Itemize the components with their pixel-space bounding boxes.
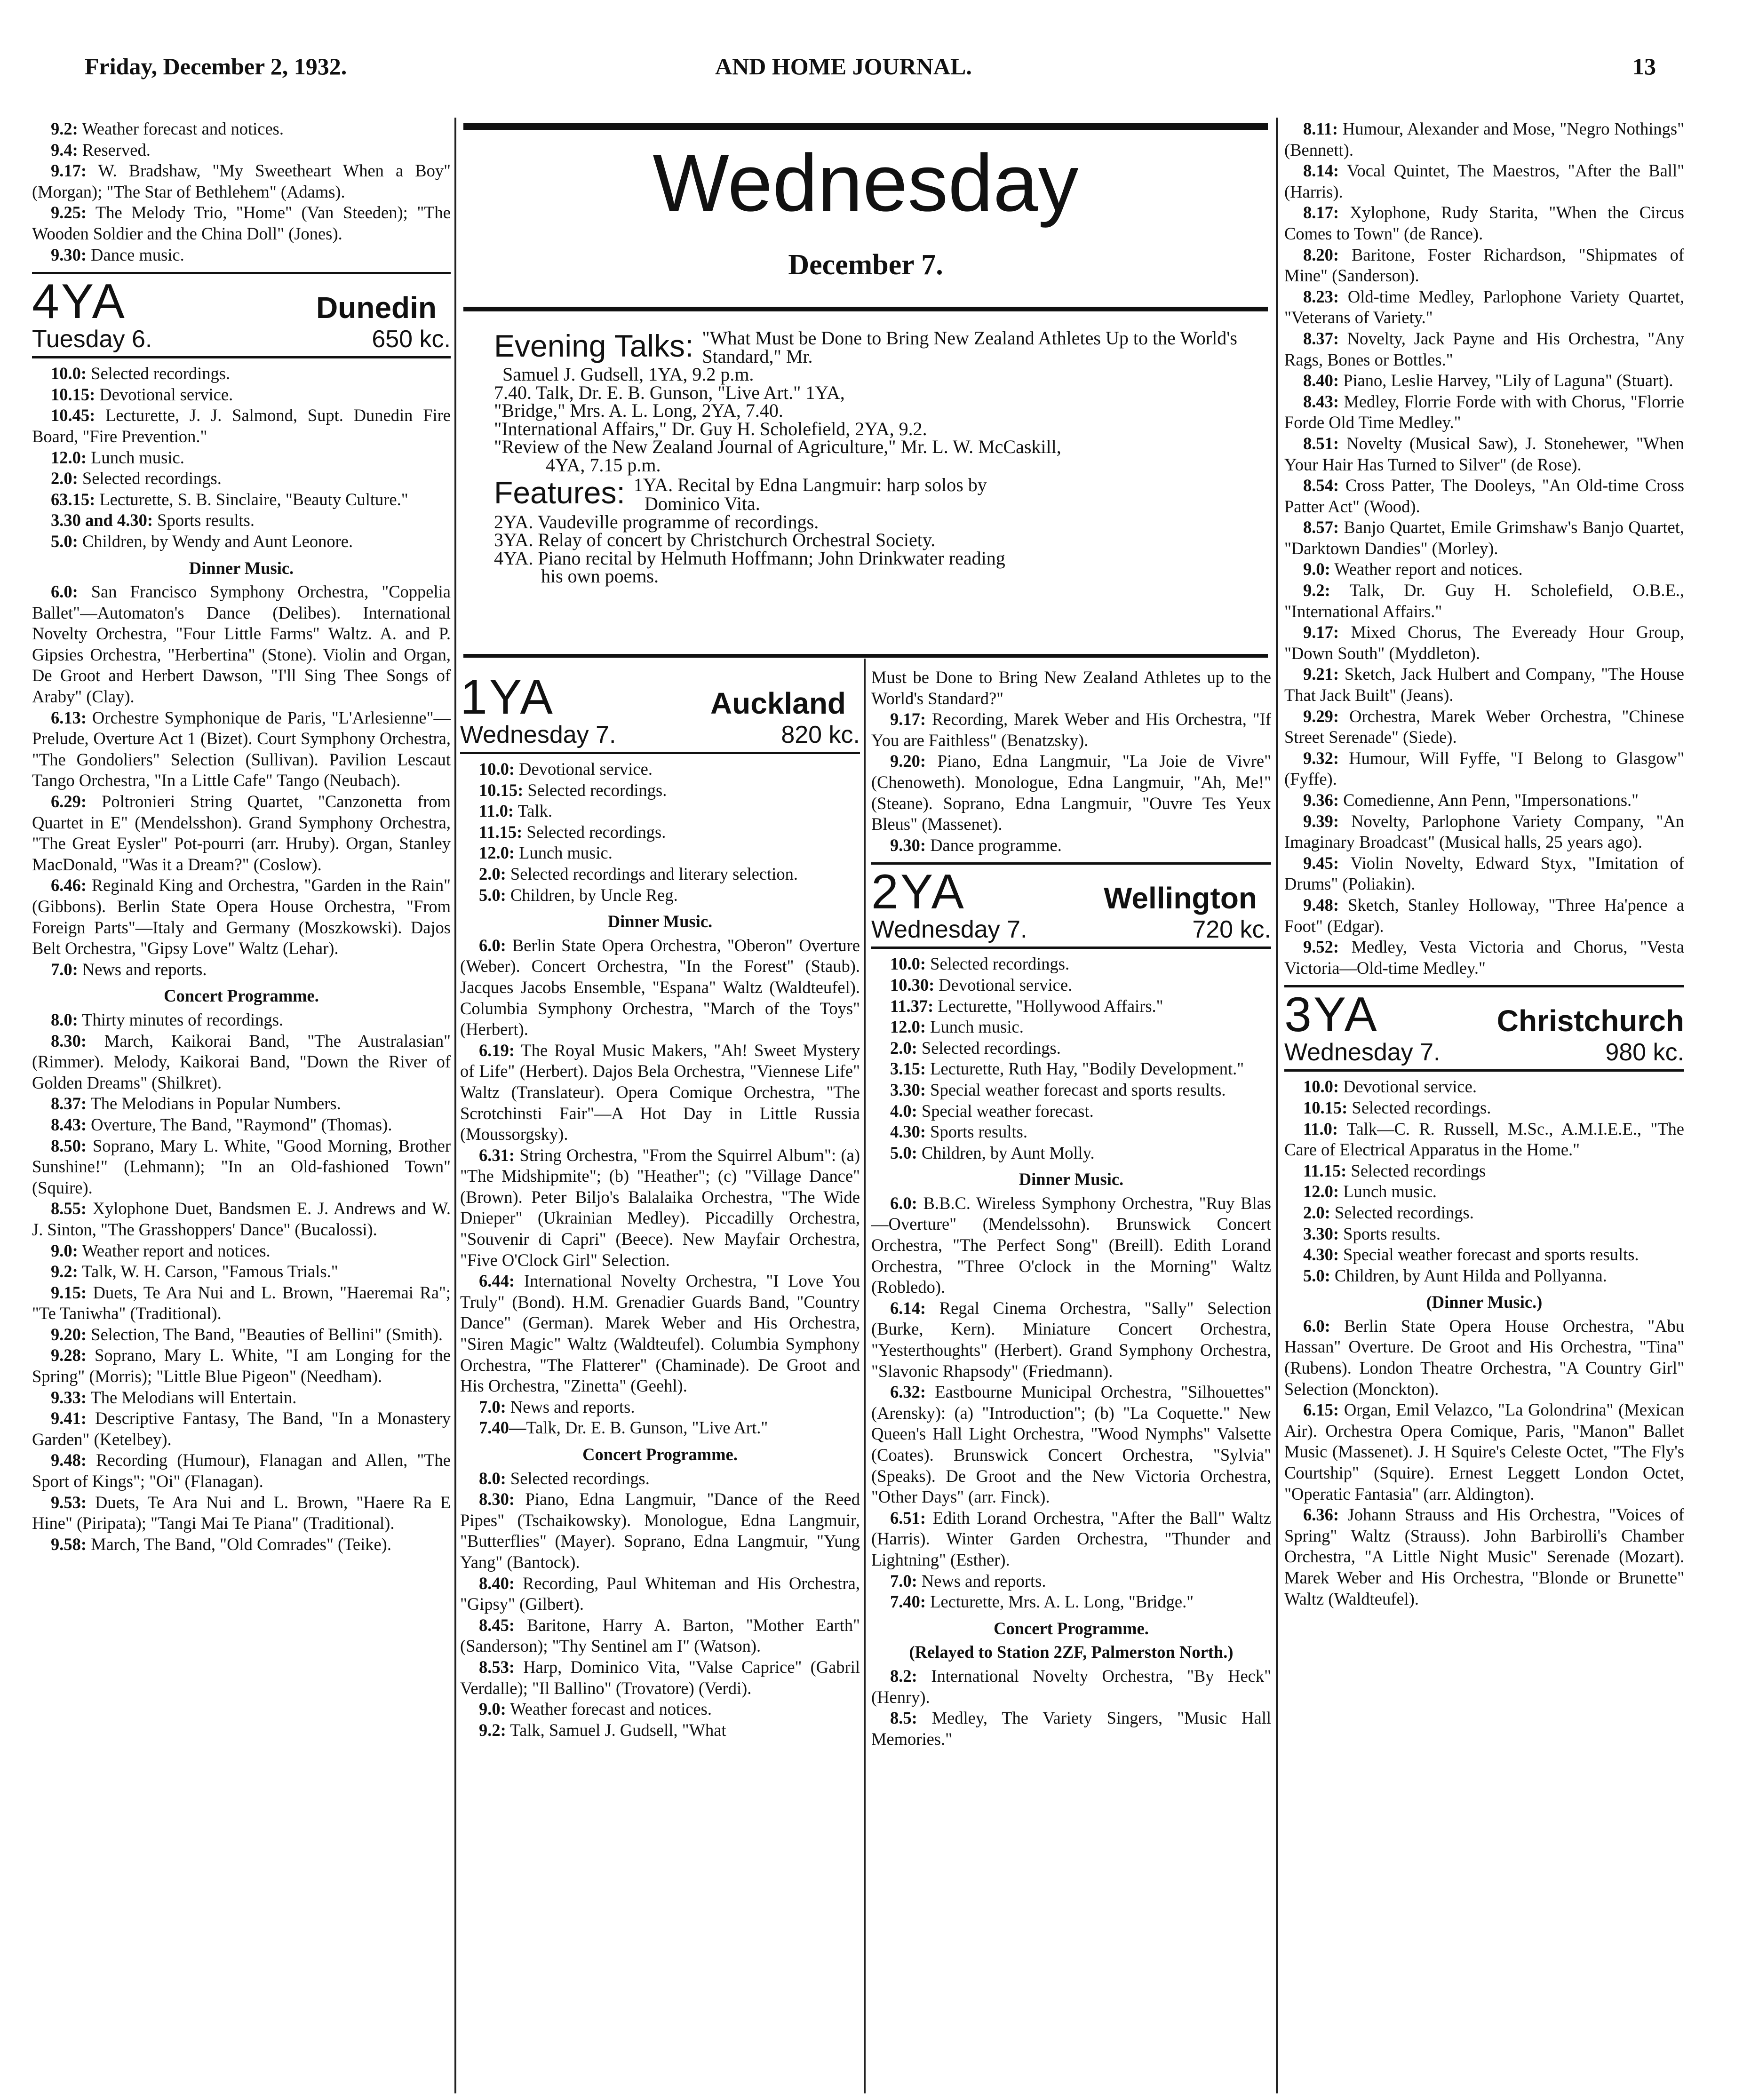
evening-talk-line: 4YA, 7.15 p.m. [546,454,661,476]
listing-item: 12.0: Lunch music. [51,447,184,467]
listing-time: 5.0: [890,1143,917,1162]
listing-item: 8.23: Old-time Medley, Parlophone Variety Quartet, "Veterans of Variety." [1284,286,1684,327]
listing-item: 10.0: Selected recordings. [51,364,231,383]
listing-item: 2.0: Selected recordings. [1303,1202,1474,1222]
section-heading-dinner-music: (Dinner Music.) [1426,1292,1543,1312]
listing-time: 2.0: [1303,1202,1330,1222]
listing-item: 11.15: Selected recordings [1303,1161,1486,1180]
listing-item: 9.17: Recording, Marek Weber and His Orchestra, "If You are Faithless" (Benatzsky). [871,709,1271,750]
listing-time: 9.33: [51,1387,87,1407]
listing-time: 12.0: [1303,1182,1339,1201]
listing-time: 9.21: [1303,664,1339,684]
listing-time: 9.0: [479,1699,506,1719]
listing-item: 9.20: Piano, Edna Langmuir, "La Joie de Vivre" (Chenoweth). Monologue, Edna Langmuir, "Ah, Me!" (Steane). Soprano, Edna Langmuir, "Ouvre Tes Yeux Bleus" (Massenet). [871,751,1271,834]
column-3 [871,667,1271,1750]
section-heading-concert-programme: Concert Programme. [994,1618,1149,1638]
listing-time: 63.15: [51,489,96,509]
column-rule-2 [1276,118,1278,2093]
listing-item: 8.5: Medley, The Variety Singers, "Music Hall Memories." [871,1708,1271,1749]
listing-item: 3.15: Lecturette, Ruth Hay, "Bodily Development." [890,1059,1244,1079]
listing-item: 6.31: String Orchestra, "From the Squirrel Album": (a) "The Midshipmite"; (b) "Heather"; (c) "Village Dance" (Brown). Peter Biljo's Balalaika Orchestra, "The Wide Dnieper" (Ukrainian Medley). Piccadilly Orchestra, "Souvenir di Capri" (Beece). New Mayfair Orchestra, "Five O'Clock Girl" Selection. [460,1145,860,1270]
listing-time: 9.0: [51,1241,78,1260]
listing-item: 8.0: Thirty minutes of recordings. [51,1010,284,1029]
listing-item: 8.40: Recording, Paul Whiteman and His Orchestra, "Gipsy" (Gilbert). [460,1573,860,1614]
listing-item: 8.17: Xylophone, Rudy Starita, "When the Circus Comes to Town" (de Rance). [1284,203,1684,243]
listing-time: 6.32: [890,1382,926,1402]
features-label: Features: [494,475,625,510]
station-city: Dunedin [316,291,437,325]
listing-time: 9.29: [1303,706,1339,726]
section-heading-dinner-music: Dinner Music. [189,558,294,578]
listing-time: 7.40— [479,1418,526,1438]
listing-time: 9.25: [51,203,87,223]
listing-time: 8.20: [1303,245,1339,264]
listing-time: 9.45: [1303,853,1339,873]
listing-item: 9.58: March, The Band, "Old Comrades" (Teike). [51,1534,391,1554]
listing-item: Must be Done to Bring New Zealand Athletes up to the World's Standard?" [871,668,1271,708]
listing-time: 6.0: [479,935,506,955]
listing-time: 9.53: [51,1492,87,1512]
listing-item: 8.43: Overture, The Band, "Raymond" (Thomas). [51,1114,392,1134]
listing-time: 8.30: [479,1489,515,1509]
listing-time: 8.37: [51,1094,87,1114]
listing-item: 8.51: Novelty (Musical Saw), J. Stonehewer, "When Your Hair Has Turned to Silver" (de Rose). [1284,433,1684,474]
listing-time: 9.17: [1303,622,1339,642]
listing-time: 8.50: [51,1136,87,1155]
listing-time: 9.52: [1303,937,1339,957]
listing-item: 10.30: Devotional service. [890,975,1073,994]
column-rule-1 [454,118,456,2093]
feature-line: 4YA. Piano recital by Helmuth Hoffmann; John Drinkwater reading [494,547,1005,569]
column-4 [1284,119,1684,1609]
section-heading-dinner-music: Dinner Music. [1019,1169,1124,1189]
station-city: Christchurch [1496,1004,1684,1038]
column-rule-3 [864,659,866,2093]
listing-time: 5.0: [51,531,78,551]
listing-item: 9.15: Duets, Te Ara Nui and L. Brown, "Haeremai Ra"; "Te Taniwha" (Traditional). [32,1282,451,1323]
header-page-number: 13 [1632,53,1656,80]
listing-item: 9.28: Soprano, Mary L. White, "I am Longing for the Spring" (Morris); "Little Blue Pigeon" (Needham). [32,1345,451,1386]
listing-item: 6.29: Poltronieri String Quartet, "Canzonetta from Quartet in E" (Mendelsshon). Grand Symphony Orchestra, "The Great Eysler" Pot-pourri (arr. Hruby). Organ, Stanley MacDonald, "Was it a Dream?" (Coslow). [32,792,451,874]
listing-time: 6.0: [890,1193,917,1213]
listing-time: 5.0: [479,885,506,905]
listing-item: 2.0: Selected recordings and literary selection. [479,864,798,883]
listing-time: 6.29: [51,792,87,811]
listing-time: 10.0: [890,954,926,974]
listing-time: 9.15: [51,1282,87,1302]
listing-time: 6.0: [51,582,78,602]
station-city: Wellington [1104,881,1257,915]
listing-time: 8.57: [1303,517,1339,537]
listing-item: 11.37: Lecturette, "Hollywood Affairs." [890,996,1163,1016]
listing-item: 9.33: The Melodians will Entertain. [51,1387,297,1407]
listing-time: 9.17: [890,709,926,729]
listing-time: 8.11: [1303,119,1338,138]
banner-title: Wednesday [653,138,1079,228]
listing-item: 8.50: Soprano, Mary L. White, "Good Morning, Brother Sunshine!" (Lehmann); "In an Old-fashioned Town" (Squire). [32,1136,451,1197]
listing-item: 6.15: Organ, Emil Velazco, "La Golondrina" (Mexican Air). Orchestra Opera Comique, Paris, "Manon" Ballet Music (Massenet). J. H Squire's Celeste Octet, "The Fly's Courtship" (Squire). Ernest Leggett London Octet, "Operatic Fantasia" (arr. Aldington). [1284,1400,1684,1503]
listing-time: 9.30: [51,245,87,264]
listing-item: 9.45: Violin Novelty, Edward Styx, "Imitation of Drums" (Poliakin). [1284,853,1684,894]
station-day: Wednesday 7. [460,721,616,748]
station-day: Wednesday 7. [1284,1039,1441,1066]
listing-item: 12.0: Lunch music. [1303,1182,1437,1201]
listing-item: 7.0: News and reports. [51,959,207,979]
listing-item: 9.30: Dance programme. [890,835,1062,855]
listing-time: 9.2: [51,119,78,138]
listing-time: 12.0: [479,843,515,863]
listing-item: 8.57: Banjo Quartet, Emile Grimshaw's Banjo Quartet, "Darktown Dandies" (Morley). [1284,517,1684,558]
evening-talk-line: 7.40. Talk, Dr. E. B. Gunson, "Live Art." 1YA, [494,382,845,403]
listing-time: 6.31: [479,1145,515,1165]
listing-time: 9.2: [51,1262,78,1281]
listing-time: 8.43: [51,1114,87,1134]
listing-time: 8.5: [890,1708,917,1728]
listing-time: 7.40: [890,1592,926,1612]
column-1 [32,119,451,1555]
listing-time: 8.30: [51,1031,87,1050]
evening-talks-box [494,329,1237,586]
listing-item: 8.37: The Melodians in Popular Numbers. [51,1094,341,1114]
listing-item: 9.36: Comedienne, Ann Penn, "Impersonations." [1303,790,1639,810]
listing-item: 11.0: Talk. [479,801,552,821]
listing-time: 8.17: [1303,203,1339,223]
station-frequency: 720 kc. [1192,916,1271,944]
listing-time: 9.0: [1303,559,1330,579]
listing-item: 9.30: Dance music. [51,245,184,264]
listing-item: 4.0: Special weather forecast. [890,1101,1094,1121]
listing-item: 10.0: Devotional service. [479,759,653,779]
listing-time: 2.0: [479,864,506,883]
listing-time: 9.2: [1303,581,1330,600]
listing-time: 6.44: [479,1271,515,1291]
listing-time: 8.45: [479,1615,515,1635]
listing-time: 12.0: [51,447,87,467]
listing-time: 6.46: [51,875,87,895]
listing-item: 2.0: Selected recordings. [890,1038,1061,1058]
listing-time: 8.0: [479,1468,506,1488]
listing-item: 7.0: News and reports. [479,1397,635,1416]
listing-time: 8.37: [1303,328,1339,348]
station-header-1ya [460,670,860,754]
listing-time: 9.2: [479,1720,506,1740]
banner-date: December 7. [788,249,943,281]
listing-time: 8.14: [1303,161,1339,181]
station-call-sign: 4YA [32,274,127,329]
listing-time: 9.39: [1303,811,1339,831]
listing-time: 5.0: [1303,1265,1330,1285]
listing-item: 2.0: Selected recordings. [51,469,222,488]
station-call-sign: 3YA [1284,987,1379,1042]
listing-item: 8.11: Humour, Alexander and Mose, "Negro Nothings" (Bennett). [1284,119,1684,159]
listing-item: 9.48: Sketch, Stanley Holloway, "Three Ha'pence a Foot" (Edgar). [1284,895,1684,936]
listing-item: 6.44: International Novelty Orchestra, "I Love You Truly" (Bond). H.M. Grenadier Guards Band, "Country Dance" (German). Marek Weber and His Orchestra, "Siren Magic" Waltz (Waldteufel). Columbia Symphony Orchestra, "The Flatterer" (Chaminade). De Groot and His Orchestra, "Zinetta" (Geehl). [460,1271,860,1396]
listing-item: 8.2: International Novelty Orchestra, "By Heck" (Henry). [871,1666,1271,1707]
listing-item: 10.15: Selected recordings. [479,780,667,800]
listing-item: 3.30: Special weather forecast and sports results. [890,1080,1226,1099]
station-day: Wednesday 7. [871,916,1027,944]
listing-item: 9.48: Recording (Humour), Flanagan and Allen, "The Sport of Kings"; "Oi" (Flanagan). [32,1450,451,1491]
listing-item: 8.45: Baritone, Harry A. Barton, "Mother Earth" (Sanderson); "Thy Sentinel am I" (Watson). [460,1615,860,1656]
listing-item: 8.37: Novelty, Jack Payne and His Orchestra, "Any Rags, Bones or Bottles." [1284,328,1684,369]
station-day: Tuesday 6. [32,326,152,353]
listing-item: 9.52: Medley, Vesta Victoria and Chorus, "Vesta Victoria—Old-time Medley." [1284,937,1684,978]
section-heading-concert-programme: Concert Programme. [164,986,319,1006]
listing-time: 2.0: [890,1038,917,1058]
listing-time: 8.51: [1303,433,1339,453]
features-first: 1YA. Recital by Edna Langmuir: harp solos by [633,474,987,495]
listing-item: 10.45: Lecturette, J. J. Salmond, Supt. Dunedin Fire Board, "Fire Prevention." [32,406,451,446]
listing-item: 10.0: Devotional service. [1303,1077,1477,1097]
listing-item: 7.40—Talk, Dr. E. B. Gunson, "Live Art." [479,1418,768,1438]
listing-item: 9.4: Reserved. [51,140,151,159]
listing-item: 10.0: Selected recordings. [890,954,1070,974]
listing-item: 6.0: Berlin State Opera Orchestra, "Oberon" Overture (Weber). Concert Orchestra, "In the Forest" (Staub). Jacques Jacobs Ensemble, "Espana" Waltz (Waldteufel). Columbia Symphony Orchestra, "March of the Toys" (Herbert). [460,935,860,1039]
listing-time: 3.30: [1303,1224,1339,1243]
listing-time: 6.19: [479,1040,515,1060]
listing-time: 7.0: [51,959,78,979]
station-header-2ya [871,862,1271,949]
listing-time: 10.0: [479,759,515,779]
listing-item: 11.15: Selected recordings. [479,822,666,842]
listing-item: 6.13: Orchestre Symphonique de Paris, "L'Arlesienne"—Prelude, Overture Act 1 (Bizet). Court Symphony Orchestra, "The Gondoliers" Selection (Sullivan). Pavilion Lescaut Tango Orchestra, "In a Little Cafe" Tango (Neubach). [32,708,451,790]
station-header-3ya [1284,985,1684,1072]
listing-time: 9.48: [51,1450,87,1470]
listing-time: 3.30: [890,1080,926,1099]
feature-line: 3YA. Relay of concert by Christchurch Orchestral Society. [494,529,936,550]
listing-item: 9.32: Humour, Will Fyffe, "I Belong to Glasgow" (Fyffe). [1284,748,1684,789]
listing-item: 9.25: The Melody Trio, "Home" (Van Steeden); "The Wooden Soldier and the China Doll" (Jones). [32,203,451,243]
listing-time: 11.15: [1303,1161,1347,1180]
listing-time: 9.58: [51,1534,87,1554]
station-frequency: 980 kc. [1605,1039,1684,1066]
header-paper-title: AND HOME JOURNAL. [715,53,972,80]
station-frequency: 820 kc. [781,721,860,748]
evening-talks-label: Evening Talks: [494,328,694,363]
listing-item: 6.32: Eastbourne Municipal Orchestra, "Silhouettes" (Arensky): (a) "Introduction"; (b) "La Coquette." New Queen's Hall Light Orchestra, "Wood Nymphs" Valsette (Coates). Brunswick Concert Orchestra, "Sylvia" (Speaks). De Groot and the New Victoria Orchestra, "Other Days" (arr. Finck). [871,1382,1271,1507]
listing-item: 5.0: Children, by Wendy and Aunt Leonore. [51,531,353,551]
station-header-4ya [32,272,451,358]
listing-time: 9.4: [51,140,78,159]
listing-time: 3.30 and 4.30: [51,510,153,530]
banner-top-rule [463,123,1268,130]
listing-time: 11.37: [890,996,934,1016]
talks-bottom-rule [463,654,1268,658]
evening-talk-line: Samuel J. Gudsell, 1YA, 9.2 p.m. [502,364,754,385]
listing-item: 9.29: Orchestra, Marek Weber Orchestra, "Chinese Street Serenade" (Siede). [1284,706,1684,747]
listing-time: 7.0: [890,1571,917,1591]
listing-item: 8.54: Cross Patter, The Dooleys, "An Old-time Cross Patter Act" (Wood). [1284,476,1684,516]
evening-talk-line: "Review of the New Zealand Journal of Agriculture," Mr. L. W. McCaskill, [494,436,1061,457]
listing-time: 7.0: [479,1397,506,1416]
listing-item: 9.0: Weather report and notices. [51,1241,271,1260]
listing-time: 9.36: [1303,790,1339,810]
listing-item: 8.30: Piano, Edna Langmuir, "Dance of the Reed Pipes" (Tschaikowsky). Monologue, Edna Langmuir, "Butterflies" (Mayer). Soprano, Edna Langmuir, "Yung Yang" (Bantock). [460,1489,860,1572]
listing-item: 6.51: Edith Lorand Orchestra, "After the Ball" Waltz (Harris). Winter Garden Orchestra, "Thunder and Lightning" (Esther). [871,1508,1271,1569]
listing-item: 9.21: Sketch, Jack Hulbert and Company, "The House That Jack Built" (Jeans). [1284,664,1684,705]
listing-item: 6.19: The Royal Music Makers, "Ah! Sweet Mystery of Life" (Herbert). Dajos Bela Orchestra, "Viennese Life" Waltz (Translateur). Opera Comique Orchestra, "The Scrotchinsti Fair"—A Hot Day in Little Russia (Moussorgsky). [460,1040,860,1144]
listing-item: 7.0: News and reports. [890,1571,1046,1591]
listing-time: 9.48: [1303,895,1339,915]
listing-item: 8.20: Baritone, Foster Richardson, "Shipmates of Mine" (Sanderson). [1284,245,1684,286]
listing-item: 9.0: Weather forecast and notices. [479,1699,712,1719]
listing-time: 4.0: [890,1101,917,1121]
listing-time: 11.15: [479,822,523,842]
listing-time: 6.0: [1303,1316,1330,1336]
listing-item: 10.15: Devotional service. [51,384,233,404]
column-2 [460,667,860,1741]
listing-item: 8.40: Piano, Leslie Harvey, "Lily of Laguna" (Stuart). [1303,371,1673,390]
listing-item: 9.2: Talk, W. H. Carson, "Famous Trials." [51,1262,338,1281]
listing-time: 6.15: [1303,1400,1339,1420]
listing-item: 3.30: Sports results. [1303,1224,1441,1243]
listing-item: 12.0: Lunch music. [890,1017,1024,1037]
listing-item: 9.17: Mixed Chorus, The Eveready Hour Group, "Down South" (Myddleton). [1284,622,1684,663]
listing-time: 12.0: [890,1017,926,1037]
listing-item: 6.0: B.B.C. Wireless Symphony Orchestra, "Ruy Blas—Overture" (Mendelssohn). Brunswick Concert Orchestra, "The Perfect Song" (Breill). Edith Lorand Orchestra, "Three O'clock in the Morning" Waltz (Robledo). [871,1193,1271,1297]
listing-time: 6.36: [1303,1505,1339,1525]
listing-time: 11.0: [1303,1119,1338,1138]
listing-item: 8.53: Harp, Dominico Vita, "Valse Caprice" (Gabril Verdalle); "Il Ballino" (Trovatore) (Verdi). [460,1657,860,1698]
feature-line: 2YA. Vaudeville programme of recordings. [494,511,819,533]
listing-time: 9.28: [51,1345,87,1365]
listing-time: 8.2: [890,1666,917,1686]
listing-time: 3.15: [890,1059,926,1079]
listing-item: 5.0: Children, by Aunt Hilda and Pollyanna. [1303,1265,1607,1285]
listing-time: 8.55: [51,1199,87,1218]
banner-bottom-rule [463,307,1268,311]
listing-item: 4.30: Sports results. [890,1122,1028,1142]
listing-item: 6.14: Regal Cinema Orchestra, "Sally" Selection (Burke, Kern). Miniature Concert Orchestra, "Yesterthoughts" (Herbert). Grand Symphony Orchestra, "Slavonic Rhapsody" (Friedmann). [871,1298,1271,1381]
listing-item: 9.20: Selection, The Band, "Beauties of Bellini" (Smith). [51,1324,443,1344]
listing-item: 6.36: Johann Strauss and His Orchestra, "Voices of Spring" Waltz (Strauss). John Barbirolli's Chamber Orchestra, "A Little Night Music" Serenade (Mozart). Marek Weber and His Orchestra, "Blonde or Brunette" Waltz (Waldteufel). [1284,1505,1684,1608]
listing-time: 10.0: [1303,1077,1339,1097]
listing-time: 4.30: [1303,1245,1339,1265]
listing-time: 8.40: [1303,371,1339,390]
listing-time: 9.17: [51,161,87,181]
listing-time: 9.20: [890,751,926,771]
listing-item: 3.30 and 4.30: Sports results. [51,510,255,530]
listing-time: 8.54: [1303,476,1339,495]
listing-item: 9.0: Weather report and notices. [1303,559,1523,579]
listing-item: 8.0: Selected recordings. [479,1468,650,1488]
section-heading-concert-programme: Concert Programme. [582,1445,738,1464]
header-date: Friday, December 2, 1932. [85,53,347,80]
listing-item: 9.2: Talk, Dr. Guy H. Scholefield, O.B.E., "International Affairs." [1284,581,1684,621]
listing-item: 9.53: Duets, Te Ara Nui and L. Brown, "Haere Ra E Hine" (Piripata); "Tangi Mai Te Piana" (Traditional). [32,1492,451,1533]
listing-time: 10.15: [479,780,524,800]
listing-item: 11.0: Talk—C. R. Russell, M.Sc., A.M.I.E.E., "The Care of Electrical Apparatus in the Home." [1284,1119,1684,1160]
listing-item: 9.2: Weather forecast and notices. [51,119,284,138]
listing-item: 6.0: Berlin State Opera House Orchestra, "Abu Hassan" Overture. De Groot and His Orchestra, "Tina" (Rubens). London Theatre Orchestra, "A Country Girl" Selection (Monckton). [1284,1316,1684,1399]
feature-line: Dominico Vita. [645,493,760,514]
station-call-sign: 2YA [871,865,966,920]
station-frequency: 650 kc. [372,326,451,353]
listing-item: 7.40: Lecturette, Mrs. A. L. Long, "Bridge." [890,1592,1194,1612]
station-city: Auckland [710,686,846,720]
listing-time: 8.23: [1303,286,1339,306]
evening-talk-line: "Bridge," Mrs. A. L. Long, 2YA, 7.40. [494,400,783,421]
feature-line: his own poems. [541,565,659,587]
listing-item: 5.0: Children, by Aunt Molly. [890,1143,1095,1162]
listing-item: 9.17: W. Bradshaw, "My Sweetheart When a Boy" (Morgan); "The Star of Bethlehem" (Adams). [32,161,451,201]
listing-time: 10.15: [51,384,96,404]
listing-time: 8.40: [479,1573,515,1593]
listing-time: 10.0: [51,364,87,383]
listing-item: 10.15: Selected recordings. [1303,1098,1491,1117]
listing-item: 4.30: Special weather forecast and sports results. [1303,1245,1639,1265]
listing-time: 9.20: [51,1324,87,1344]
listing-item: 63.15: Lecturette, S. B. Sinclaire, "Beauty Culture." [51,489,408,509]
evening-talk-line: "International Affairs," Dr. Guy H. Scholefield, 2YA, 9.2. [494,418,927,439]
listing-item: 6.46: Reginald King and Orchestra, "Garden in the Rain" (Gibbons). Berlin State Opera House Orchestra, "From Foreign Parts"—Italy and Germany (Moszkowski). Dajos Belt Orchestra, "Gipsy Love" Waltz (Lehar). [32,875,451,958]
listing-time: 9.30: [890,835,926,855]
listing-time: 8.43: [1303,391,1339,411]
station-call-sign: 1YA [460,670,555,724]
listing-time: 8.53: [479,1657,515,1677]
listing-item: 6.0: San Francisco Symphony Orchestra, "Coppelia Ballet"—Automaton's Dance (Delibes). International Novelty Orchestra, "Four Little Farms" Waltz. A. and P. Gipsies Orchestra, "Herbertina" (Stone). Violin and Organ, De Groot and Herbert Dawson, "I'll Sing Thee Songs of Araby" (Clay). [32,582,451,707]
listing-item: 12.0: Lunch music. [479,843,613,863]
listing-time: 6.51: [890,1508,926,1527]
listing-item: 8.43: Medley, Florrie Forde with with Chorus, "Florrie Forde Old Time Medley." [1284,391,1684,432]
listing-time: 9.32: [1303,748,1339,768]
listing-time: 10.45: [51,406,96,425]
listing-item: 5.0: Children, by Uncle Reg. [479,885,678,905]
listing-time: 9.41: [51,1408,87,1428]
listing-time: 4.30: [890,1122,926,1142]
evening-talks-first: "What Must be Done to Bring New Zealand Athletes Up to the World's Standard," Mr. [702,327,1237,367]
listing-item: 9.2: Talk, Samuel J. Gudsell, "What [479,1720,726,1740]
section-heading-dinner-music: Dinner Music. [607,912,713,931]
listing-item: 9.41: Descriptive Fantasy, The Band, "In a Monastery Garden" (Ketelbey). [32,1408,451,1449]
listing-time: 8.0: [51,1010,78,1029]
listing-time: 6.13: [51,708,87,727]
listing-time: 10.30: [890,975,935,994]
listing-time: 11.0: [479,801,514,821]
listing-time: 6.14: [890,1298,926,1318]
listing-item: 8.55: Xylophone Duet, Bandsmen E. J. Andrews and W. J. Sinton, "The Grasshoppers' Dance" (Bucalossi). [32,1199,451,1239]
relay-note: (Relayed to Station 2ZF, Palmerston North.) [909,1642,1234,1662]
listing-item: 9.39: Novelty, Parlophone Variety Company, "An Imaginary Broadcast" (Musical halls, 25 years ago). [1284,811,1684,852]
listing-item: 8.30: March, Kaikorai Band, "The Australasian" (Rimmer). Melody, Kaikorai Band, "Down the River of Golden Dreams" (Shilkret). [32,1031,451,1092]
listing-time: 10.15: [1303,1098,1348,1117]
listing-item: 8.14: Vocal Quintet, The Maestros, "After the Ball" (Harris). [1284,161,1684,201]
listing-time: 2.0: [51,469,78,488]
